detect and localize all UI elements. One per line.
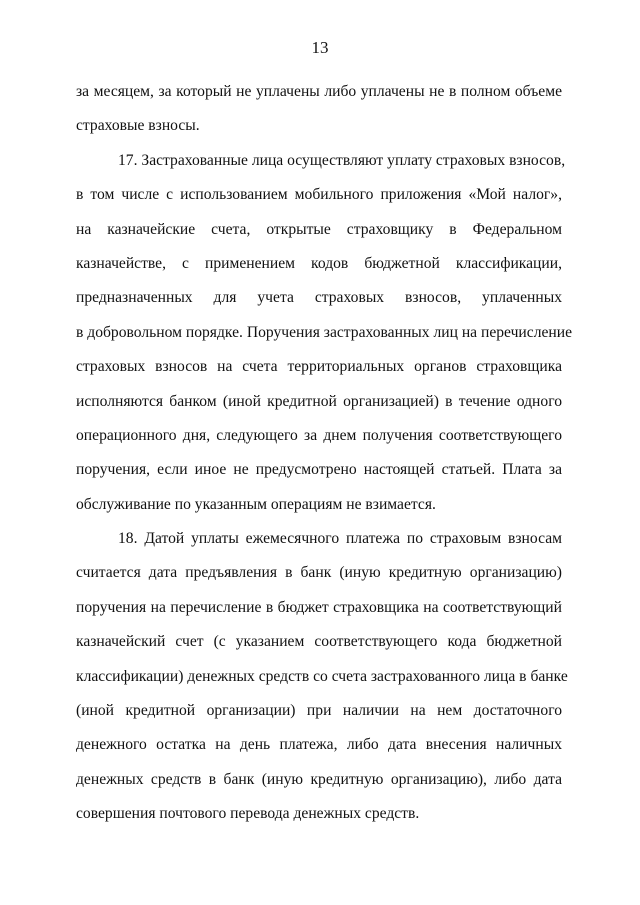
page-number: 13 <box>311 38 329 57</box>
text-line: совершения почтового перевода денежных средств. <box>76 805 420 823</box>
text-line: поручения, если иное не предусмотрено настоящей статьей. Плата за <box>76 461 562 479</box>
paragraph-item-17 <box>76 144 573 522</box>
paragraph-continuation <box>76 75 562 144</box>
text-line: обслуживание по указанным операциям не взимается. <box>76 495 436 513</box>
document-body <box>76 75 573 832</box>
text-line: поручения на перечисление в бюджет страховщика на соответствующий <box>76 598 562 616</box>
text-line: казначействе, с применением кодов бюджетной классификации, <box>76 254 562 272</box>
text-line: за месяцем, за который не уплачены либо уплачены не в полном объеме <box>76 83 562 100</box>
text-line: страховые взносы. <box>76 117 200 135</box>
text-line: на казначейские счета, открытые страховщику в Федеральном <box>76 220 562 238</box>
text-line: предназначенных для учета страховых взносов, уплаченных <box>76 289 562 307</box>
text-line: денежных средств в банк (иную кредитную организацию), либо дата <box>76 770 562 788</box>
text-line: 17. Застрахованные лица осуществляют уплату страховых взносов, <box>118 151 566 169</box>
text-line: страховых взносов на счета территориальных органов страховщика <box>76 358 562 376</box>
text-line: в добровольном порядке. Поручения застрахованных лиц на перечисление <box>76 323 573 341</box>
text-line: исполняются банком (иной кредитной организацией) в течение одного <box>76 392 562 410</box>
text-line: (иной кредитной организации) при наличии на нем достаточного <box>76 702 562 720</box>
paragraph-item-18 <box>76 522 568 832</box>
text-line: в том числе с использованием мобильного приложения «Мой налог», <box>76 186 562 204</box>
text-line: классификации) денежных средств со счета застрахованного лица в банке <box>76 667 568 685</box>
text-line: считается дата предъявления в банк (иную кредитную организацию) <box>76 564 562 582</box>
text-line: 18. Датой уплаты ежемесячного платежа по страховым взносам <box>118 530 562 548</box>
text-line: операционного дня, следующего за днем получения соответствующего <box>76 426 562 444</box>
text-line: казначейский счет (с указанием соответствующего кода бюджетной <box>76 633 562 651</box>
text-line: денежного остатка на день платежа, либо дата внесения наличных <box>76 736 562 754</box>
